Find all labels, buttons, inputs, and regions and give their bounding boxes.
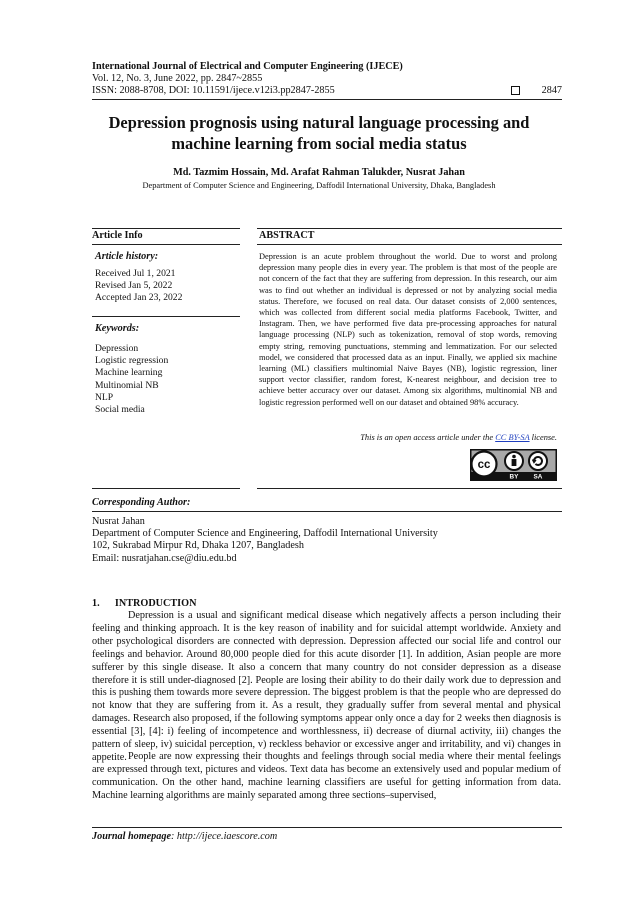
introduction-paragraph-2: People are now expressing their thoughts and feelings through social media where their mental feelings are expressed through text, pictures and videos. Text data has become an extensively used and popular medium of communication. On the other hand, machine learning classifiers are useful for getting information from data. Machine learning algorithms are mainly separated among three sections–supervised,	[92, 751, 561, 801]
open-access-notice: This is an open access article under the CC BY-SA license.	[360, 433, 557, 442]
corresponding-author-details	[92, 516, 438, 565]
journal-issn: ISSN: 2088-8708, DOI: 10.11591/ijece.v12i3.pp2847-2855	[92, 85, 335, 96]
homepage-url[interactable]: : http://ijece.iaescore.com	[170, 831, 278, 842]
svg-text:cc: cc	[477, 459, 491, 472]
article-info-heading-rule	[92, 244, 240, 245]
abstract-text: Depression is an acute problem throughout the world. Due to worst and prolong depression many people dies in every year. The problem is that most of the people are not concern of the fact that they are suffering from depression. In this research, our aim was to find out whether an individual is depressed or not by analyzing social media status. Therefore, we focused on real data. Our dataset consists of 2,000 sentences, which was collected from different social media platforms Facebook, Twitter, and Instagram. Then, we have performed five data pre-processing approaches for natural language processing (NLP) such as tokenization, removal of stop words, removing empty string, removing punctuations, stemming and lemmatization. For our selected model, we considered that processed data as an input. Finally, we applied six machine learning (ML) classifiers multinomial Naive Bayes (NB), logistic regression, liner support vector classifier, random forest, K-nearest neighbour, and decision tree to achieve better accuracy over our dataset. Among six algorithms, multinomial NB and logistic regression performed well on our dataset and obtained 98% accuracy.	[259, 252, 557, 407]
journal-homepage: Journal homepage: http://ijece.iaescore.com	[92, 831, 278, 842]
abstract-bottom-rule	[257, 488, 562, 489]
abstract-heading: ABSTRACT	[259, 230, 315, 241]
history-rule	[92, 316, 240, 317]
affiliation: Department of Computer Science and Engineering, Daffodil International University, Dhaka, Bangladesh	[142, 181, 496, 190]
cc-by-sa-badge-icon[interactable]	[470, 449, 557, 481]
article-info-heading: Article Info	[92, 230, 143, 241]
author-email: Email: nusratjahan.cse@diu.edu.bd	[92, 552, 237, 564]
journal-name: International Journal of Electrical and Computer Engineering (IJECE)	[92, 61, 403, 72]
footer-rule	[92, 827, 562, 828]
keywords-list	[95, 343, 168, 416]
keywords-heading: Keywords:	[95, 323, 140, 334]
badge-sa-label: SA	[533, 473, 543, 481]
keyword-item: Logistic regression	[95, 355, 169, 367]
author-department: Department of Computer Science and Engineering, Daffodil International University	[92, 528, 438, 540]
page-number: 2847	[541, 85, 562, 96]
abstract-top-rule	[257, 228, 562, 229]
abstract-heading-rule	[257, 244, 562, 245]
cc-by-sa-link[interactable]: CC BY-SA	[495, 433, 530, 442]
introduction-heading: 1. INTRODUCTION	[92, 598, 197, 609]
keywords-bottom-rule	[92, 488, 240, 489]
keyword-item: Depression	[95, 343, 139, 354]
keyword-item: Multinomial NB	[95, 379, 159, 391]
keyword-item: Machine learning	[95, 367, 163, 379]
introduction-paragraph-1: Depression is a usual and significant medical disease which negatively affects a person including their feeling and thinking approach. It is the key reason of inability and for suicidal attempt worldwide. Anxiety and other psychological disorders are connected with depression. Depression affected our social life and control our feelings and behavior. Around 80,000 people died for this acute disorder [1]. In addition, Asian people are more sufferer by this single disease. It also a concern that many country do not consider depression as a disease therefore it is still under-diagnosed [2]. People are losing their ability to do their daily work due to depression and this is pushing them towards more severe depression. The biggest problem is that the people who are depressed do not know that they are suffering from it. As a result, they gradually suffer from several mental and physical damages. Research also proposed, if the following symptoms appear only once a day for 2 weeks then diagnosis is essential [3], [4]: i) feeling of incompetence and worthlessness, ii) decrease of diurnal activity, iii) changes the pattern of sleep, iv) suicidal perception, v) reckless behavior or excessive anger and irritability, and vi) changes in appetite.	[92, 610, 561, 763]
article-history-list	[95, 268, 182, 305]
corresponding-author-heading: Corresponding Author:	[92, 497, 191, 508]
history-received: Received Jul 1, 2021	[95, 268, 176, 279]
author-name: Nusrat Jahan	[92, 516, 145, 527]
badge-by-label: BY	[509, 473, 519, 481]
corresponding-rule	[92, 511, 562, 512]
square-bullet-icon	[511, 86, 520, 95]
article-info-top-rule	[92, 228, 240, 229]
header-rule	[92, 99, 562, 100]
history-revised: Revised Jan 5, 2022	[95, 280, 173, 292]
keyword-item: NLP	[95, 391, 114, 403]
author-address: 102, Sukrabad Mirpur Rd, Dhaka 1207, Bangladesh	[92, 540, 304, 552]
history-accepted: Accepted Jan 23, 2022	[95, 292, 183, 304]
journal-volume: Vol. 12, No. 3, June 2022, pp. 2847~2855	[92, 73, 263, 84]
paper-title: Depression prognosis using natural language processing and machine learning from social media status	[108, 113, 530, 153]
page-number-block	[511, 85, 562, 96]
article-history-heading: Article history:	[95, 251, 159, 262]
authors: Md. Tazmim Hossain, Md. Arafat Rahman Talukder, Nusrat Jahan	[173, 167, 465, 178]
keyword-item: Social media	[95, 404, 145, 416]
